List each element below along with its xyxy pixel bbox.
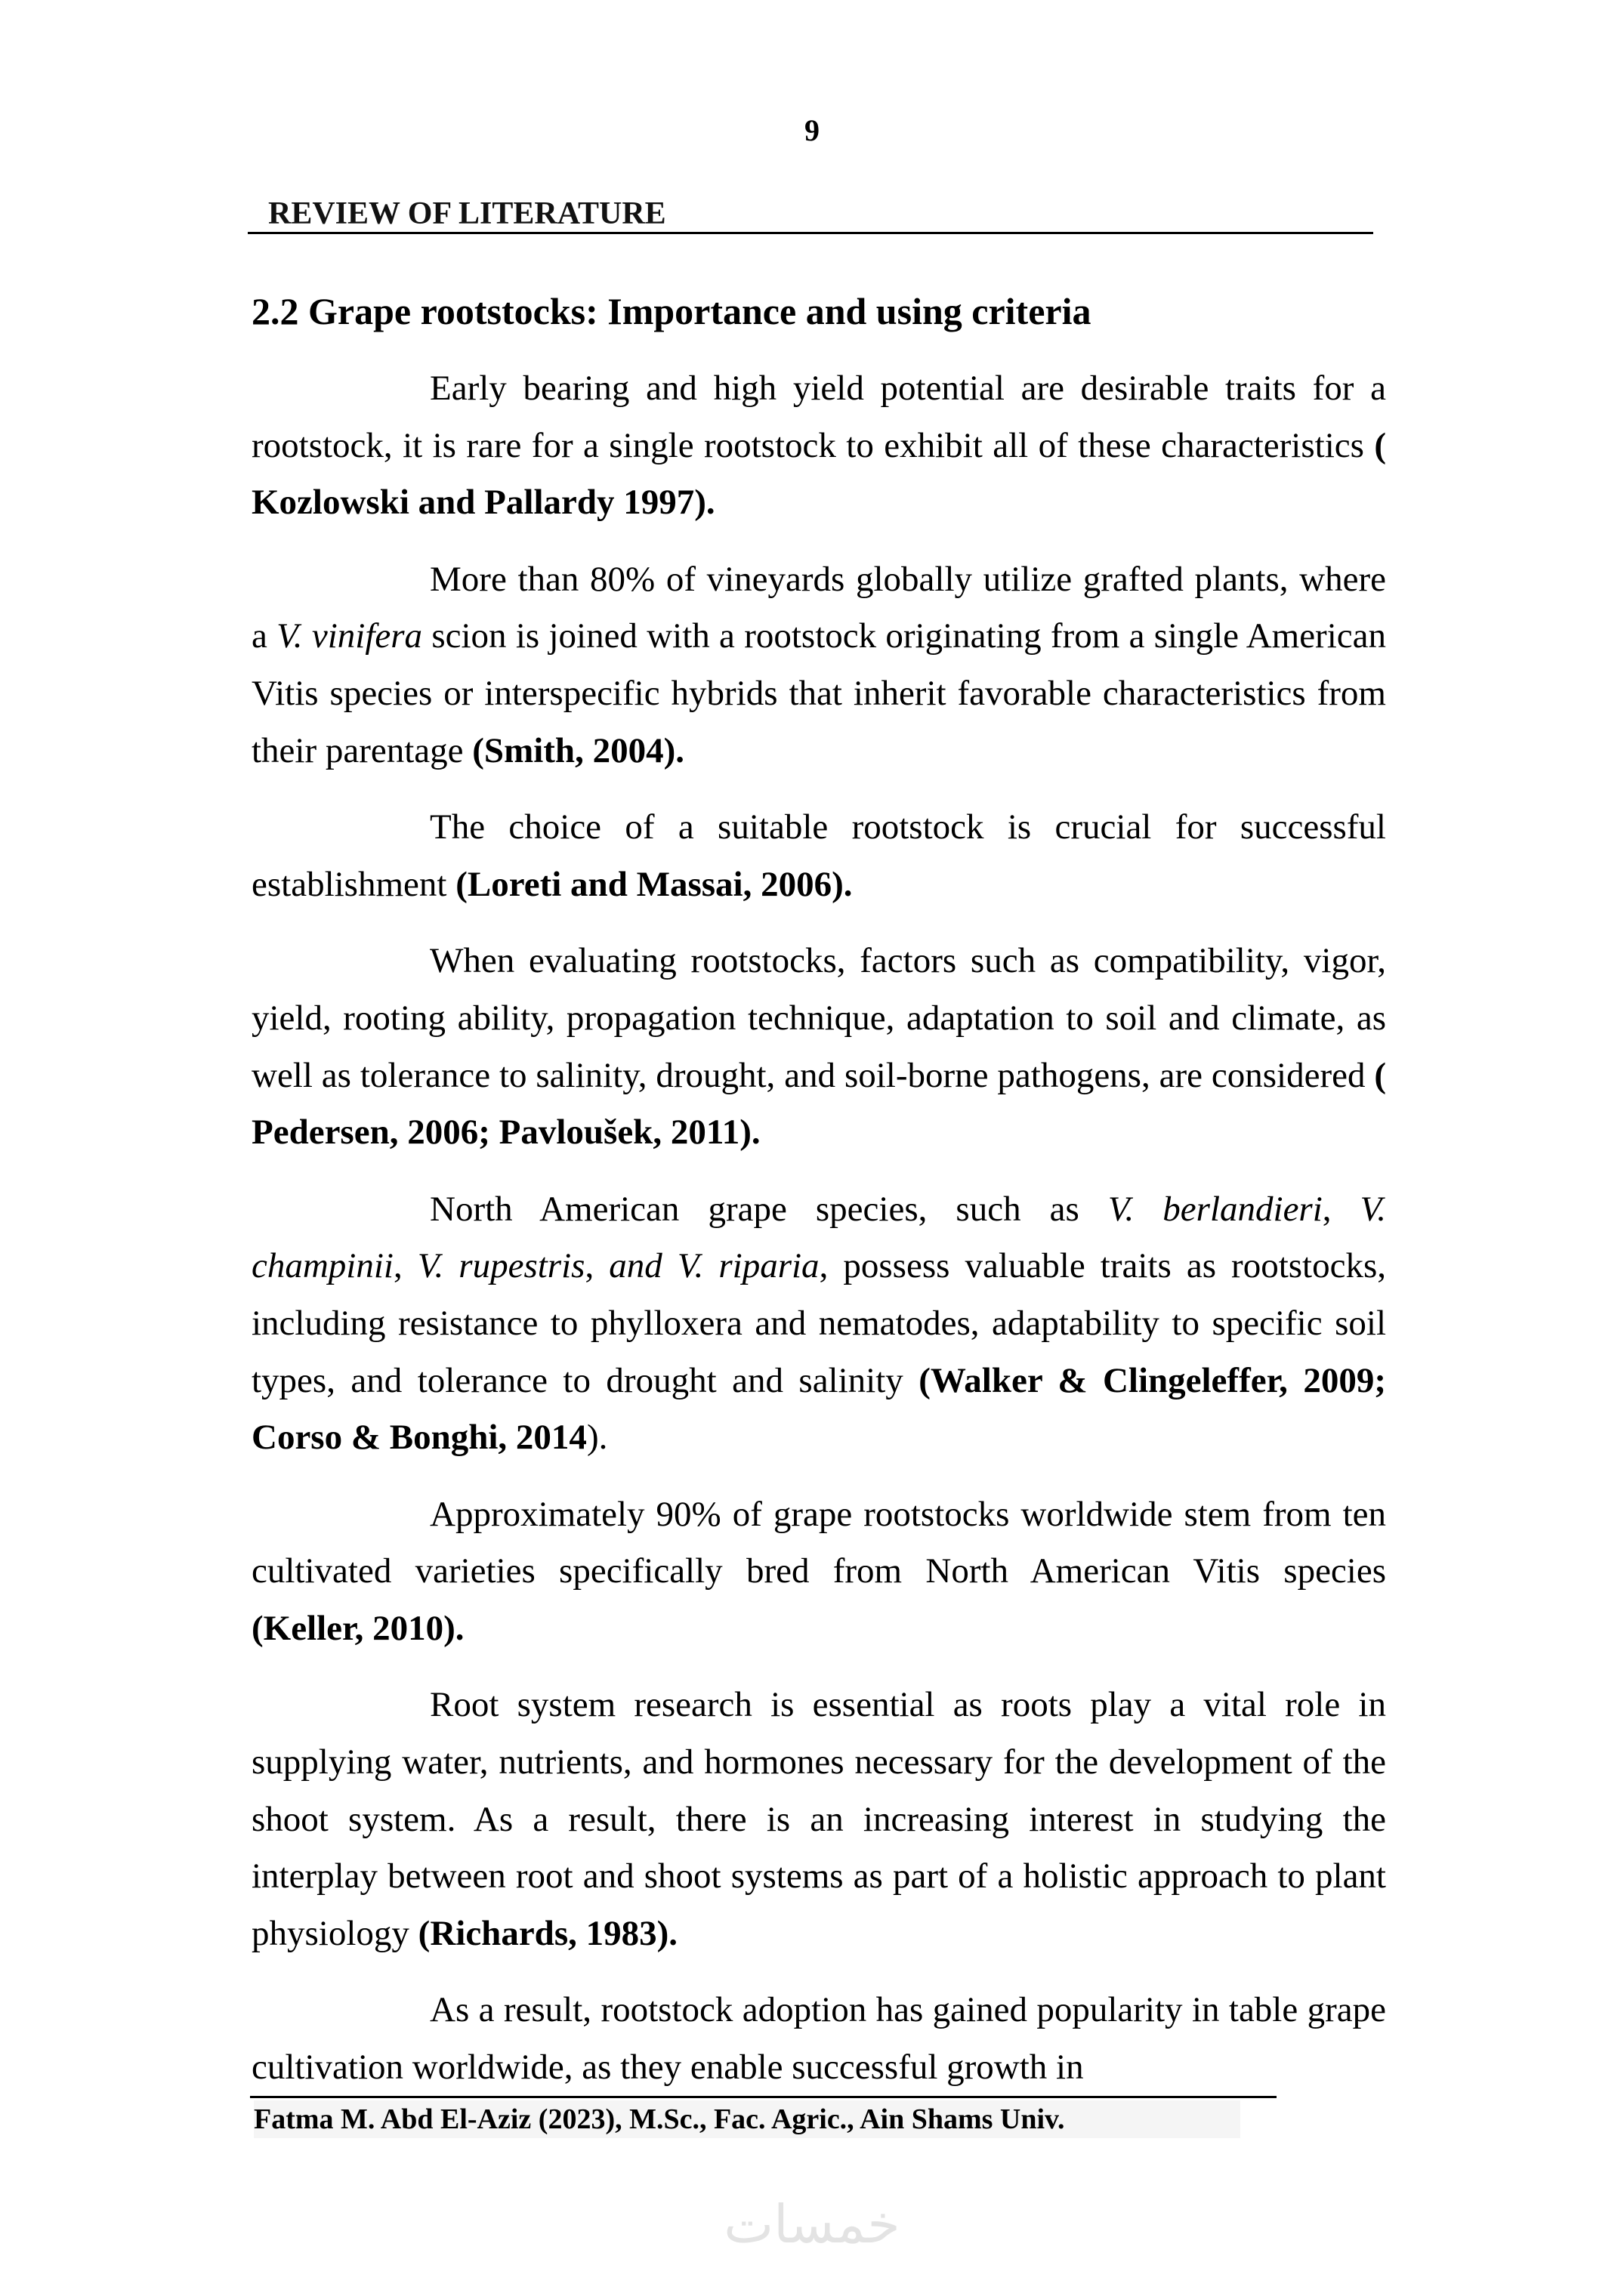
citation: ( Pedersen, 2006; Pavloušek, 2011).: [252, 1055, 1386, 1153]
paragraph-text: scion is joined with a rootstock originating from a single American Vitis species or interspecific hybrids that inherit favorable characteristics from their parentage: [252, 616, 1386, 770]
paragraph-text: As a result, rootstock adoption has gained popularity in table grape cultivation worldwide, as they enable successful growth in: [252, 1990, 1386, 2088]
paragraph: [252, 1486, 1386, 1658]
species-name: and V. riparia: [609, 1246, 820, 1286]
paragraph-text: More than 80% of vineyards globally utilize grafted plants, where a: [252, 559, 1386, 656]
citation: ( Kozlowski and Pallardy 1997).: [252, 425, 1386, 523]
footer-divider: [250, 2096, 1277, 2098]
citation: (Richards, 1983).: [418, 1913, 678, 1953]
paragraph-text: ,: [585, 1246, 610, 1286]
citation: (Loreti and Massai, 2006).: [455, 864, 853, 904]
species-name: V. rupestris: [417, 1246, 585, 1286]
paragraph-text: Approximately 90% of grape rootstocks worldwide stem from ten cultivated varieties specifically bred from North American Vitis species: [252, 1494, 1386, 1591]
paragraph: [252, 360, 1386, 532]
citation: (Walker & Clingeleffer, 2009; Corso & Bonghi, 2014: [252, 1360, 1386, 1458]
paragraph: [252, 1181, 1386, 1467]
citation: (Keller, 2010).: [252, 1608, 465, 1648]
paragraph: [252, 1982, 1386, 2096]
species-name: V. vinifera: [276, 616, 423, 656]
paragraph-text: When evaluating rootstocks, factors such as compatibility, vigor, yield, rooting ability, propagation technique, adaptation to soil and climate, as well as tolerance to salinity, drought, and soil-borne pathogens, are considered: [252, 941, 1386, 1095]
species-name: V. champinii: [252, 1189, 1386, 1286]
species-name: V. berlandieri: [1107, 1189, 1323, 1229]
running-header: REVIEW OF LITERATURE: [268, 196, 666, 231]
section-heading: 2.2 Grape rootstocks: Importance and using criteria: [252, 290, 1091, 332]
body-text: [252, 360, 1386, 2116]
paragraph-text: , possess valuable traits as rootstocks, including resistance to phylloxera and nematodes, adaptability to specific soil types, and tolerance to drought and salinity: [252, 1246, 1387, 1400]
paragraph-text: ,: [393, 1246, 418, 1286]
citation: (Smith, 2004).: [472, 730, 684, 770]
khamsat-watermark-logo: خمسات: [724, 2193, 900, 2255]
paragraph-text: ,: [1322, 1189, 1360, 1229]
paragraph-text: The choice of a suitable rootstock is crucial for successful establishment: [252, 807, 1386, 904]
paragraph-text: North American grape species, such as: [430, 1189, 1108, 1229]
paragraph-text: ).: [586, 1418, 608, 1458]
paragraph-text: Early bearing and high yield potential are desirable traits for a rootstock, it is rare for a single rootstock to exhibit all of these characteristics: [252, 369, 1386, 465]
footer-citation: Fatma M. Abd El-Aziz (2023), M.Sc., Fac. Agric., Ain Shams Univ.: [254, 2100, 1240, 2138]
paragraph-text: Root system research is essential as roots play a vital role in supplying water, nutrients, and hormones necessary for the development of the shoot system. As a result, there is an increasing interest in studying the interplay between root and shoot systems as part of a holistic approach to plant physiology: [252, 1685, 1386, 1953]
paragraph: [252, 933, 1386, 1161]
page-number: 9: [804, 113, 820, 147]
header-divider: [248, 232, 1373, 234]
paragraph: [252, 1677, 1386, 1962]
paragraph: [252, 551, 1386, 779]
paragraph: [252, 799, 1386, 913]
